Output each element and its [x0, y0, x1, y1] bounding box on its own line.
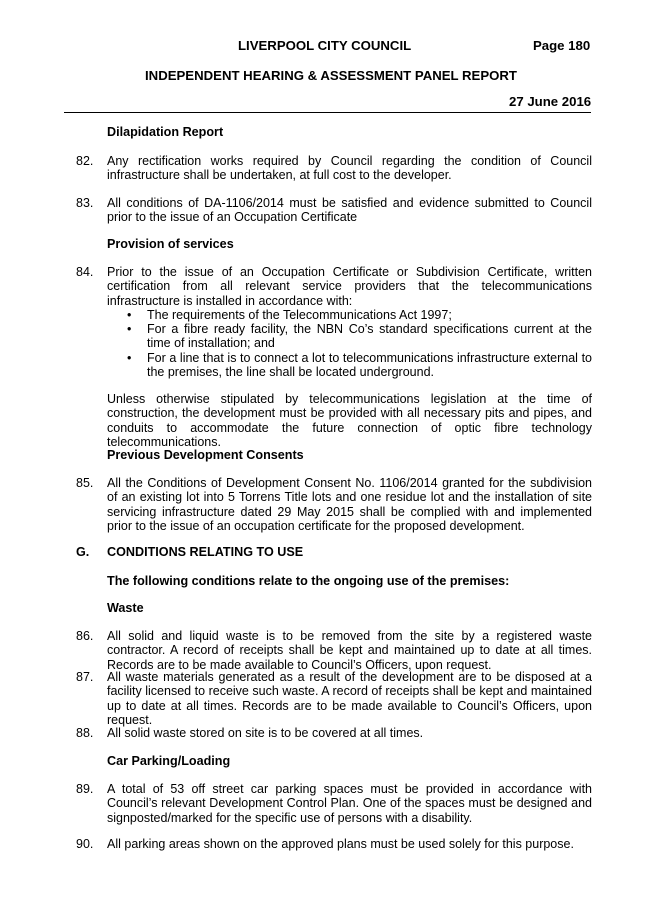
- bullet-icon: •: [127, 350, 132, 365]
- condition-number: 87.: [76, 670, 94, 684]
- condition-number: 86.: [76, 629, 94, 643]
- page-number: Page 180: [533, 38, 591, 53]
- heading-waste: Waste: [107, 601, 144, 615]
- section-letter: G.: [76, 545, 90, 559]
- condition-number: 90.: [76, 837, 94, 851]
- condition-text: Any rectification works required by Council regarding the condition of Council infrastructure shall be undertaken, at full cost to the developer.: [107, 154, 592, 183]
- condition-text: All the Conditions of Development Consent No. 1106/2014 granted for the subdivision of an existing lot into 5 Torrens Title lots and one residue lot and the installation of site servicing infrastructure dated 29 May 2015 shall be complied with and implemented prior to the issue of an occupation certificate for the proposed development.: [107, 476, 592, 533]
- report-date: 27 June 2016: [509, 94, 592, 109]
- condition-88: [76, 726, 592, 740]
- condition-text: All solid and liquid waste is to be removed from the site by a registered waste contractor. A record of receipts shall be kept and maintained up to date at all times. Records are to be made available to Council’s Officers, upon request.: [107, 629, 592, 672]
- bullet-list: [107, 308, 592, 379]
- condition-87: [76, 670, 592, 727]
- bullet-icon: •: [127, 307, 132, 322]
- condition-82: [76, 154, 592, 183]
- header-rule: [64, 112, 591, 113]
- condition-text: All parking areas shown on the approved plans must be used solely for this purpose.: [107, 837, 574, 851]
- heading-services: Provision of services: [107, 237, 234, 251]
- bullet-item: • For a fibre ready facility, the NBN Co’s standard specifications current at the time of installation; and: [127, 322, 592, 351]
- bullet-item: • The requirements of the Telecommunications Act 1997;: [127, 307, 452, 322]
- condition-number: 89.: [76, 782, 94, 796]
- heading-dilapidation: Dilapidation Report: [107, 125, 224, 139]
- heading-car-parking: Car Parking/Loading: [107, 754, 231, 768]
- services-followup-text: Unless otherwise stipulated by telecommunications legislation at the time of construction, the development must be provided with all necessary pits and pipes, and conduits to accommodate the future connection of optic fibre technology telecommunications.: [107, 392, 592, 449]
- condition-number: 82.: [76, 154, 94, 168]
- section-g-intro: The following conditions relate to the ongoing use of the premises:: [107, 574, 510, 588]
- condition-84: [76, 265, 592, 379]
- condition-text: All solid waste stored on site is to be covered at all times.: [107, 726, 424, 740]
- heading-previous-consents: Previous Development Consents: [107, 448, 304, 462]
- condition-number: 88.: [76, 726, 94, 740]
- condition-89: [76, 782, 592, 825]
- condition-text: All conditions of DA-1106/2014 must be satisfied and evidence submitted to Council prior to the issue of an Occupation Certificate: [107, 196, 592, 225]
- condition-90: [76, 837, 592, 851]
- council-name: LIVERPOOL CITY COUNCIL: [238, 38, 412, 53]
- condition-86: [76, 629, 592, 672]
- condition-number: 83.: [76, 196, 94, 210]
- condition-85: [76, 476, 592, 533]
- condition-text: All waste materials generated as a result of the development are to be disposed at a facility licensed to receive such waste. A record of receipts shall be kept and maintained up to date at all times. Records are to be made available to Council’s Officers, upon request.: [107, 670, 592, 727]
- condition-83: [76, 196, 592, 225]
- section-g-heading: [76, 545, 303, 559]
- section-title: CONDITIONS RELATING TO USE: [107, 545, 304, 559]
- condition-number: 84.: [76, 265, 94, 279]
- report-title: INDEPENDENT HEARING & ASSESSMENT PANEL REPORT: [145, 68, 517, 83]
- bullet-icon: •: [127, 322, 132, 337]
- condition-text: A total of 53 off street car parking spaces must be provided in accordance with Council’s relevant Development Control Plan. One of the spaces must be designed and signposted/marked for the specific use of persons with a disability.: [107, 782, 592, 825]
- condition-text: Prior to the issue of an Occupation Certificate or Subdivision Certificate, written certification from all relevant service providers that the telecommunications infrastructure is installed in accordance with:: [107, 265, 592, 308]
- bullet-item: • For a line that is to connect a lot to telecommunications infrastructure external to the premises, the line shall be located underground.: [127, 350, 592, 380]
- condition-number: 85.: [76, 476, 94, 490]
